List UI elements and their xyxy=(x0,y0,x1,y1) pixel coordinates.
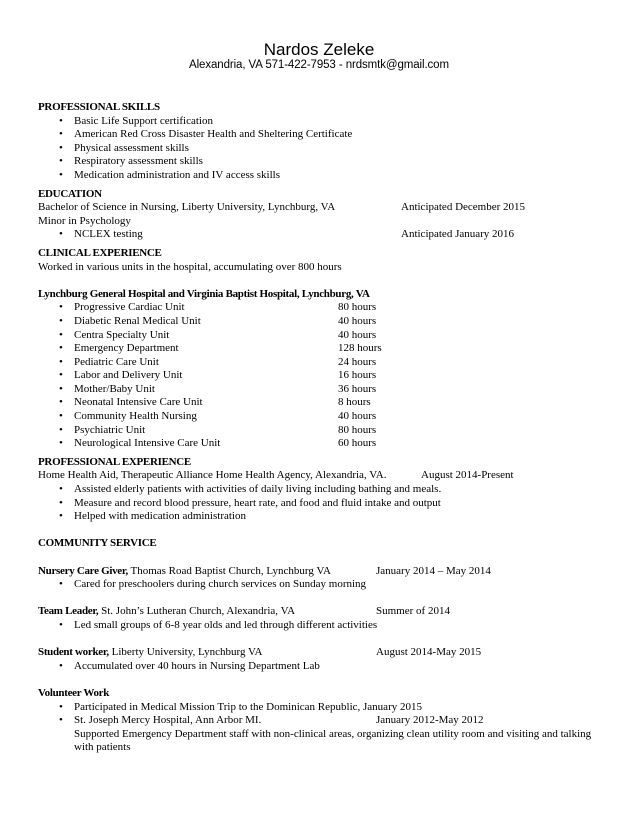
list-item xyxy=(38,437,608,451)
unit-name: Diabetic Renal Medical Unit xyxy=(74,314,201,327)
service-org: Liberty University, Lynchburg VA xyxy=(108,646,263,659)
unit-hours: 40 hours xyxy=(338,410,377,423)
nclex: NCLEX testing xyxy=(74,228,143,241)
skill-text: American Red Cross Disaster Health and Sheltering Certificate xyxy=(74,128,353,141)
position-date: August 2014-Present xyxy=(421,469,514,482)
list-item xyxy=(38,578,608,592)
service-role: Team Leader, xyxy=(38,605,99,618)
volunteer-text: St. Joseph Mercy Hospital, Ann Arbor MI. xyxy=(74,714,262,727)
hospital-name: Lynchburg General Hospital and Virginia Baptist Hospital, Lynchburg, VA xyxy=(38,287,370,300)
section-heading-experience: PROFESSIONAL EXPERIENCE xyxy=(38,455,191,468)
bullet-icon: • xyxy=(59,382,63,395)
duty-text: Helped with medication administration xyxy=(74,510,246,523)
section-heading-clinical: CLINICAL EXPERIENCE xyxy=(38,246,162,259)
phone: 571-422-7953 xyxy=(265,59,336,71)
service-role: Nursery Care Giver, xyxy=(38,564,128,577)
experience-list xyxy=(38,483,608,524)
unit-hours: 24 hours xyxy=(338,355,377,368)
bullet-icon: • xyxy=(59,396,63,409)
bullet-icon: • xyxy=(59,168,63,181)
list-item xyxy=(38,228,608,242)
list-item xyxy=(38,169,608,183)
list-item xyxy=(38,155,608,169)
service-role: Student worker, xyxy=(38,646,109,659)
bullet-icon: • xyxy=(59,155,63,168)
bullet-icon: • xyxy=(59,141,63,154)
bullet-icon: • xyxy=(59,114,63,127)
list-item xyxy=(38,424,608,438)
list-item xyxy=(38,497,608,511)
service-org: St. John’s Lutheran Church, Alexandria, VA xyxy=(98,605,296,618)
clinical-summary: Worked in various units in the hospital, accumulating over 800 hours xyxy=(38,260,342,273)
email: nrdsmtk@gmail.com xyxy=(345,59,449,71)
list-item xyxy=(38,356,608,370)
unit-hours: 60 hours xyxy=(338,437,377,450)
list-item xyxy=(38,660,608,674)
list-item xyxy=(38,369,608,383)
volunteer-list xyxy=(38,701,608,728)
candidate-name: Nardos Zeleke xyxy=(263,40,375,59)
unit-name: Labor and Delivery Unit xyxy=(74,369,183,382)
bullet-icon: • xyxy=(59,342,63,355)
unit-hours: 40 hours xyxy=(338,328,377,341)
volunteer-date: January 2012-May 2012 xyxy=(376,714,484,727)
skill-text: Basic Life Support certification xyxy=(74,114,213,127)
bullet-icon: • xyxy=(59,410,63,423)
service-text: Cared for preschoolers during church services on Sunday morning xyxy=(74,578,367,591)
education-list xyxy=(38,228,608,242)
nclex-date: Anticipated January 2016 xyxy=(401,228,515,241)
service-text: Accumulated over 40 hours in Nursing Department Lab xyxy=(74,659,320,672)
unit-name: Progressive Cardiac Unit xyxy=(74,301,185,314)
service-entry xyxy=(38,565,608,579)
bullet-icon: • xyxy=(59,301,63,314)
unit-hours: 80 hours xyxy=(338,301,377,314)
service-date: August 2014-May 2015 xyxy=(376,646,482,659)
degree: Bachelor of Science in Nursing, Liberty University, Lynchburg, VA xyxy=(38,201,336,214)
list-item xyxy=(38,142,608,156)
service-list xyxy=(38,619,608,633)
degree-date: Anticipated December 2015 xyxy=(401,201,526,214)
bullet-icon: • xyxy=(59,423,63,436)
list-item xyxy=(38,396,608,410)
service-entry xyxy=(38,605,608,619)
unit-name: Community Health Nursing xyxy=(74,410,197,423)
list-item xyxy=(38,619,608,633)
bullet-icon: • xyxy=(59,328,63,341)
list-item xyxy=(38,383,608,397)
service-text: Led small groups of 6-8 year olds and led through different activities xyxy=(74,618,378,631)
skill-text: Physical assessment skills xyxy=(74,141,189,154)
unit-name: Mother/Baby Unit xyxy=(74,382,155,395)
bullet-icon: • xyxy=(59,228,63,241)
skill-text: Medication administration and IV access skills xyxy=(74,168,281,181)
unit-name: Neonatal Intensive Care Unit xyxy=(74,396,203,409)
list-item xyxy=(38,410,608,424)
bullet-icon: • xyxy=(59,714,63,727)
unit-name: Emergency Department xyxy=(74,342,179,355)
service-list xyxy=(38,660,608,674)
bullet-icon: • xyxy=(59,128,63,141)
duty-text: Measure and record blood pressure, heart rate, and food and fluid intake and output xyxy=(74,496,441,509)
bullet-icon: • xyxy=(59,700,63,713)
list-item xyxy=(38,315,608,329)
unit-hours: 36 hours xyxy=(338,382,377,395)
list-item xyxy=(38,329,608,343)
minor: Minor in Psychology xyxy=(38,214,131,227)
bullet-icon: • xyxy=(59,314,63,327)
clinical-units-list xyxy=(38,301,608,451)
list-item xyxy=(38,701,608,715)
duty-text: Assisted elderly patients with activities of daily living including bathing and meals. xyxy=(74,483,442,496)
position: Home Health Aid, Therapeutic Alliance Home Health Agency, Alexandria, VA. xyxy=(38,469,387,482)
volunteer-detail: Supported Emergency Department staff with non-clinical areas, organizing clean utility room and visiting and talking with patients xyxy=(74,727,592,754)
service-date: January 2014 – May 2014 xyxy=(376,564,491,577)
service-list xyxy=(38,578,608,592)
bullet-icon: • xyxy=(59,483,63,496)
service-entry xyxy=(38,646,608,660)
volunteer-heading: Volunteer Work xyxy=(38,686,110,699)
unit-name: Centra Specialty Unit xyxy=(74,328,170,341)
list-item xyxy=(38,714,608,728)
bullet-icon: • xyxy=(59,510,63,523)
location: Alexandria, VA xyxy=(189,59,263,71)
unit-hours: 40 hours xyxy=(338,314,377,327)
contact-line xyxy=(0,58,638,73)
service-org: Thomas Road Baptist Church, Lynchburg VA xyxy=(127,564,331,577)
unit-hours: 128 hours xyxy=(338,342,382,355)
service-date: Summer of 2014 xyxy=(376,605,450,618)
unit-name: Pediatric Care Unit xyxy=(74,355,159,368)
skill-text: Respiratory assessment skills xyxy=(74,155,203,168)
contact-separator: - xyxy=(338,59,343,71)
bullet-icon: • xyxy=(59,369,63,382)
skills-list xyxy=(38,115,608,183)
volunteer-text: Participated in Medical Mission Trip to the Dominican Republic, January 2015 xyxy=(74,700,422,713)
list-item xyxy=(38,342,608,356)
list-item xyxy=(38,510,608,524)
degree-line xyxy=(38,201,608,215)
bullet-icon: • xyxy=(59,618,63,631)
section-heading-education: EDUCATION xyxy=(38,187,102,200)
unit-hours: 8 hours xyxy=(338,396,371,409)
list-item xyxy=(38,115,608,129)
position-line xyxy=(38,469,608,483)
section-heading-skills: PROFESSIONAL SKILLS xyxy=(38,101,160,113)
unit-hours: 80 hours xyxy=(338,423,377,436)
resume-body xyxy=(38,101,608,755)
bullet-icon: • xyxy=(59,496,63,509)
list-item xyxy=(38,301,608,315)
bullet-icon: • xyxy=(59,355,63,368)
unit-name: Neurological Intensive Care Unit xyxy=(74,437,221,450)
section-heading-community: COMMUNITY SERVICE xyxy=(38,537,157,550)
unit-name: Psychiatric Unit xyxy=(74,423,146,436)
bullet-icon: • xyxy=(59,437,63,450)
list-item xyxy=(38,128,608,142)
bullet-icon: • xyxy=(59,659,63,672)
unit-hours: 16 hours xyxy=(338,369,377,382)
list-item xyxy=(38,483,608,497)
bullet-icon: • xyxy=(59,578,63,591)
